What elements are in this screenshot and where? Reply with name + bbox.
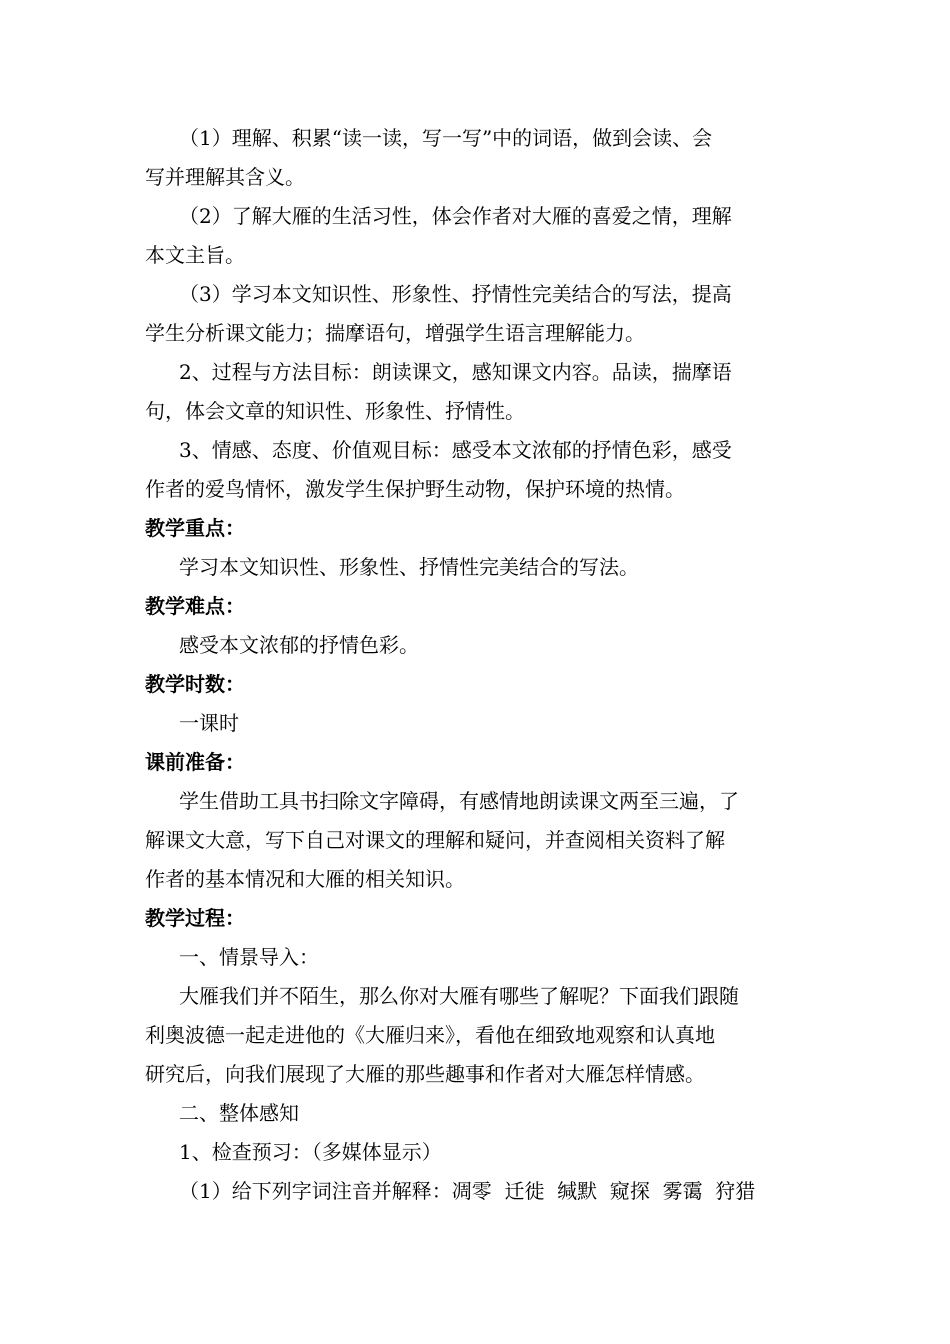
text-line: （3）学习本文知识性、形象性、抒情性完美结合的写法，提高 xyxy=(179,282,732,306)
hours-heading: 教学时数： xyxy=(145,672,245,696)
preparation-text xyxy=(145,782,810,899)
section-title: 一、情景导入： xyxy=(179,945,319,969)
text-line: （2）了解大雁的生活习性，体会作者对大雁的喜爱之情，理解 xyxy=(179,204,732,228)
hours-text: 一课时 xyxy=(179,711,239,735)
section-title: 二、整体感知 xyxy=(179,1101,299,1125)
process-heading: 教学过程： xyxy=(145,906,245,930)
text-line: 写并理解其含义。 xyxy=(145,165,305,189)
text-line: 大雁我们并不陌生，那么你对大雁有哪些了解呢？下面我们跟随 xyxy=(179,984,739,1008)
text-line: 本文主旨。 xyxy=(145,243,245,267)
section1-text xyxy=(145,977,810,1094)
preparation-heading: 课前准备： xyxy=(145,750,245,774)
text-line: 解课文大意，写下自己对课文的理解和疑问，并查阅相关资料了解 xyxy=(145,828,725,852)
text-line: 2、过程与方法目标：朗读课文，感知课文内容。品读，揣摩语 xyxy=(179,360,732,384)
difficulty-text: 感受本文浓郁的抒情色彩。 xyxy=(179,633,419,657)
objective-knowledge-1 xyxy=(145,119,810,197)
objective-process xyxy=(145,353,810,431)
key-point-text: 学习本文知识性、形象性、抒情性完美结合的写法。 xyxy=(179,555,639,579)
objective-knowledge-2 xyxy=(145,197,810,275)
text-line: 3、情感、态度、价值观目标：感受本文浓郁的抒情色彩，感受 xyxy=(179,438,732,462)
text-line: 学生借助工具书扫除文字障碍，有感情地朗读课文两至三遍，了 xyxy=(179,789,739,813)
text-line: 研究后，向我们展现了大雁的那些趣事和作者对大雁怎样情感。 xyxy=(145,1062,705,1086)
document-body xyxy=(145,119,810,1211)
text-line: （1）理解、积累“读一读，写一写”中的词语，做到会读、会 xyxy=(179,126,713,150)
key-point-heading: 教学重点： xyxy=(145,516,245,540)
text-line: 作者的爱鸟情怀，激发学生保护野生动物，保护环境的热情。 xyxy=(145,477,685,501)
text-line: 句，体会文章的知识性、形象性、抒情性。 xyxy=(145,399,525,423)
objective-emotion xyxy=(145,431,810,509)
difficulty-heading: 教学难点： xyxy=(145,594,245,618)
text-line: 作者的基本情况和大雁的相关知识。 xyxy=(145,867,465,891)
step-title: 1、检查预习：（多媒体显示） xyxy=(179,1140,442,1164)
text-line: 利奥波德一起走进他的《大雁归来》，看他在细致地观察和认真地 xyxy=(145,1023,715,1047)
text-line: 学生分析课文能力；揣摩语句，增强学生语言理解能力。 xyxy=(145,321,645,345)
objective-knowledge-3 xyxy=(145,275,810,353)
step-item: （1）给下列字词注音并解释：凋零 迁徙 缄默 窥探 雾霭 狩猎 xyxy=(179,1179,756,1203)
